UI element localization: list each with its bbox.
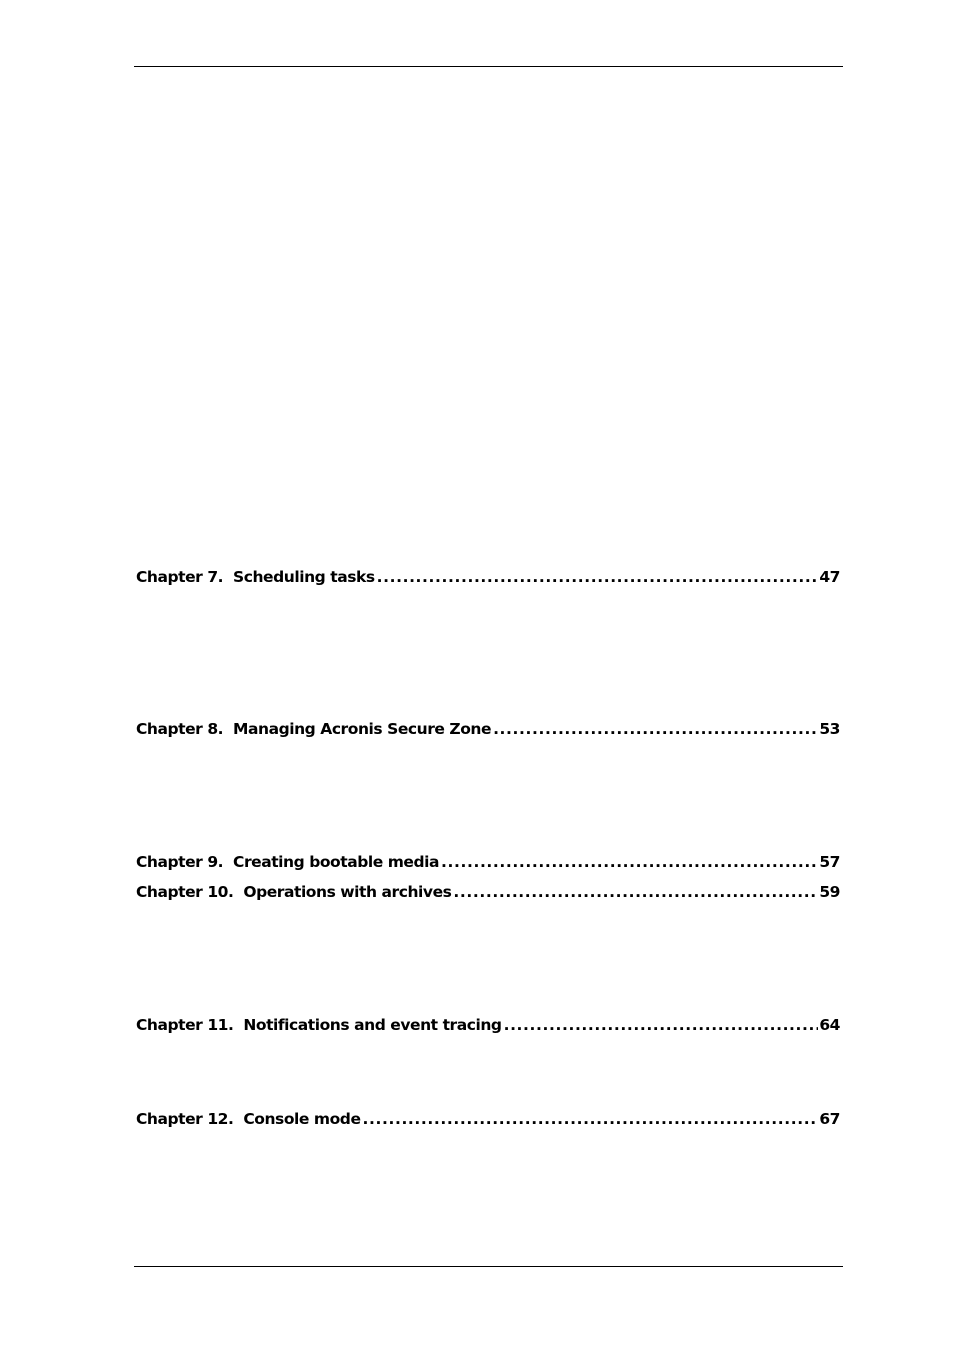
chapter-number: Chapter 9. — [136, 853, 224, 871]
dot-leader — [493, 720, 818, 738]
dot-leader — [441, 853, 818, 871]
chapter-number: Chapter 7. — [136, 568, 224, 586]
toc-entry-label — [136, 853, 441, 871]
header-rule — [134, 66, 843, 67]
toc-entry-chapter-10[interactable] — [136, 883, 840, 905]
page-number: 64 — [819, 1016, 840, 1034]
page-number: 59 — [819, 883, 840, 901]
toc-entry-label — [136, 883, 453, 901]
chapter-title: Notifications and event tracing — [243, 1016, 502, 1034]
chapter-number: Chapter 10. — [136, 883, 234, 901]
dot-leader — [377, 568, 819, 586]
toc-entry-label — [136, 1016, 504, 1034]
toc-entry-chapter-8[interactable] — [136, 720, 840, 742]
toc-entry-label — [136, 720, 493, 738]
chapter-title: Managing Acronis Secure Zone — [233, 720, 492, 738]
chapter-number: Chapter 12. — [136, 1110, 234, 1128]
toc-entry-chapter-7[interactable] — [136, 568, 840, 590]
toc-entry-label — [136, 568, 377, 586]
toc-entry-label — [136, 1110, 363, 1128]
chapter-title: Creating bootable media — [233, 853, 440, 871]
dot-leader — [453, 883, 818, 901]
chapter-title: Console mode — [243, 1110, 361, 1128]
footer-rule — [134, 1266, 843, 1267]
chapter-number: Chapter 11. — [136, 1016, 234, 1034]
chapter-title: Scheduling tasks — [233, 568, 375, 586]
chapter-title: Operations with archives — [243, 883, 452, 901]
page-number: 47 — [819, 568, 840, 586]
dot-leader — [363, 1110, 819, 1128]
page-number: 53 — [819, 720, 840, 738]
toc-entry-chapter-9[interactable] — [136, 853, 840, 875]
toc-entry-chapter-12[interactable] — [136, 1110, 840, 1132]
dot-leader — [504, 1016, 819, 1034]
page-number: 57 — [819, 853, 840, 871]
chapter-number: Chapter 8. — [136, 720, 224, 738]
page-number: 67 — [819, 1110, 840, 1128]
toc-entry-chapter-11[interactable] — [136, 1016, 840, 1038]
